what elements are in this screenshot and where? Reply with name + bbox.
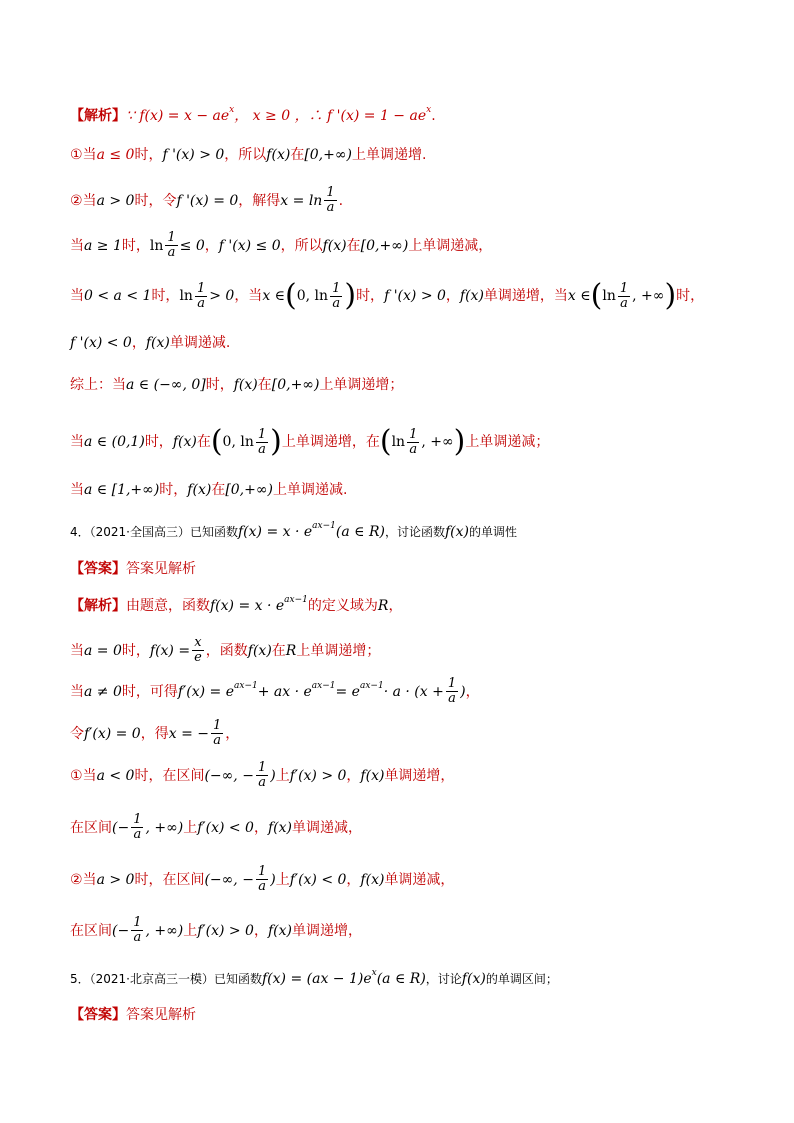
math-expr: (−∞, − [204,871,254,888]
case-a-ge-1-line [70,231,750,260]
question-text: 的单调性 [469,525,518,539]
math-expr: [0,+∞) [304,147,352,163]
text: 时，在区间 [134,767,205,784]
text: 在 [257,377,272,393]
question-text: 的单调区间； [485,972,558,986]
math-expr: 0, ln [222,434,254,450]
answer-5 [70,1004,750,1026]
text: ，所以 [224,147,267,163]
left-paren: ( [210,424,223,459]
text: 时， [121,642,150,659]
math-expr: = e [335,683,360,700]
math-expr: R [285,642,297,659]
case2-line [70,186,750,215]
math-expr: x ∈ [567,288,591,304]
text: . [431,108,436,124]
math-expr: f′(x) = e [177,683,234,700]
math-expr: a ∈ (−∞, 0] [126,377,206,393]
text: 时，可得 [121,683,178,700]
math-sup: ax−1 [312,521,336,531]
math-expr: x ∈ [262,288,286,304]
answer-text: 答案见解析 [126,1007,196,1023]
math-expr: f(x) [267,922,292,939]
text: ，解得 [238,192,281,209]
fraction: $\frac{1}{a}$ [212,718,222,748]
math-expr: f(x) = x · e [210,598,285,614]
text: 单调递减， [384,871,455,888]
math-expr: f(x) = (ax − 1)e [262,971,372,987]
text: 在 [196,434,211,450]
math-expr: (− [112,819,130,836]
math-sup: ax−1 [311,680,336,691]
text: 在区间 [70,819,112,836]
question-text: 4．（2021·全国高三）已知函数 [70,525,238,539]
decreasing-line [70,332,750,354]
text: 单调递增，当 [483,288,568,304]
math-expr: f(x) [360,767,385,784]
text: 在 [271,642,286,659]
math-sup: ax−1 [234,680,258,691]
math-expr: a < 0 [96,767,135,784]
text: 由题意，函数 [126,598,210,614]
right-paren: ) [270,424,282,459]
math-expr: f(x) [145,335,170,351]
text: ， [225,725,240,742]
text: ，所以 [280,237,323,254]
fraction: $\frac{1}{a}$ [133,915,142,945]
text: 时， [144,434,173,450]
fraction: $\frac{1}{a}$ [619,280,629,311]
summary-line-2 [70,424,750,459]
math-expr: x = − [168,725,209,742]
question-text: 5．（2021·北京高三一模）已知函数 [70,972,262,986]
text: 在 [346,237,361,254]
text: 当 [70,683,84,700]
left-paren: ( [590,278,603,313]
text: 的定义域为 [307,598,378,614]
question-text: ，讨论 [425,972,462,986]
text: 上单调递增. [352,147,427,163]
math-sup: ax−1 [359,680,384,691]
math-expr: , +∞) [145,922,184,939]
right-paren: ) [344,278,357,313]
text: 当 [70,482,84,498]
text: 上单调递减； [465,434,550,450]
text: ， [253,922,268,939]
math-expr: [0,+∞) [225,482,273,498]
text: ， [204,237,219,254]
case1-line [70,144,750,166]
solution-4-line-4 [70,719,750,748]
question-text: ，讨论函数 [384,525,445,539]
summary-line-3 [70,479,750,501]
math-expr: f(x) [266,147,291,163]
math-expr: a ∈ (0,1) [84,434,145,450]
text: ②当 [70,871,97,888]
solution-4-line-1 [70,595,750,617]
math-expr: , +∞) [145,819,184,836]
math-expr: a > 0 [96,192,135,209]
solution-header-line [70,105,750,127]
math-expr: , +∞ [632,288,665,304]
math-expr: f(x) [444,524,469,540]
text: 单调递增， [384,767,455,784]
math-expr: f′(x) = 0 [84,725,141,742]
text: 当 [70,237,84,254]
fraction: $\frac{1}{a}$ [257,864,267,894]
math-expr: f(x) [233,377,258,393]
math-expr: a = 0 [84,642,122,659]
math-expr: (a ∈ R) [376,971,426,987]
math-expr: ≤ 0 [179,237,205,254]
answer-text: 答案见解析 [126,561,196,577]
text: 当 [70,434,84,450]
math-expr: f(x) [322,237,347,254]
fraction: $\frac{1}{a}$ [133,812,142,842]
math-expr: f '(x) > 0 [384,288,446,304]
text: 时， [205,377,234,393]
math-expr: ln [602,288,616,304]
math-expr: a > 0 [96,871,135,888]
text: 当 [70,288,84,304]
answer-4 [70,558,750,580]
text: 上 [275,871,290,888]
math-expr: f '(x) ≤ 0 [218,237,281,254]
case-0-a-1-line [70,278,750,313]
math-sup: ax−1 [284,595,308,605]
text: 上单调递增； [296,642,381,659]
fraction: $\frac{x}{e}$ [194,635,202,665]
text: 在 [211,482,226,498]
text: 令 [70,725,84,742]
math-expr: ) [270,767,276,784]
text: ，得 [140,725,169,742]
math-expr: · a · (x + [383,683,444,700]
math-expr: f(x) [172,434,197,450]
question-4 [70,521,750,543]
answer-tag: 【答案】 [70,1007,126,1023]
text: 在区间 [70,922,112,939]
math-expr: R [377,598,389,614]
solution-4-line-5 [70,761,750,790]
left-paren: ( [379,424,392,459]
math-expr: (− [112,922,130,939]
text: ，函数 [205,642,248,659]
math-expr: ln [391,434,406,450]
text: ， [465,683,480,700]
text: 上单调递增； [319,377,404,393]
math-expr: f′(x) > 0 [197,922,254,939]
right-paren: ) [453,424,466,459]
text: 单调递减， [291,819,362,836]
text: 时， [356,288,385,304]
fraction: $\frac{1}{a}$ [257,760,267,790]
fraction: $\frac{1}{a}$ [167,230,176,260]
math-expr: f '(x) > 0 [162,147,225,163]
math-expr: [0,+∞) [271,377,320,393]
math-expr: f(x) [247,642,272,659]
math-expr: f′(x) > 0 [289,767,347,784]
text: 上单调递减. [273,482,348,498]
analysis-tag: 【解析】 [70,598,126,614]
math-expr: f′(x) < 0 [289,871,347,888]
fraction: $\frac{1}{a}$ [332,280,341,311]
text: 时， [134,147,163,163]
analysis-tag: 【解析】 [70,108,126,124]
math-expr: f(x) [461,971,486,987]
math-expr: (a ∈ R) [335,524,385,540]
left-paren: ( [285,278,297,313]
text: 上单调递减， [408,237,493,254]
math-expr: ) [460,683,466,700]
math-expr: ln [179,288,193,304]
text: 上 [183,819,198,836]
text: ， [131,335,146,351]
math-expr: (−∞, − [204,767,254,784]
fraction: $\frac{1}{a}$ [326,185,335,215]
text: ，当 [234,288,263,304]
math-expr: a ≠ 0 [84,683,122,700]
math-expr: > 0 [209,288,235,304]
math-expr: 0, ln [296,288,329,304]
math-expr: f(x) = [149,642,191,659]
math-expr: [0,+∞) [360,237,409,254]
text: 时，在区间 [134,871,205,888]
fraction: $\frac{1}{a}$ [196,280,206,311]
text: ， [346,767,361,784]
fraction: $\frac{1}{a}$ [447,676,457,706]
solution-4-line-8 [70,916,750,945]
text: 时， [151,288,180,304]
text: 时， [159,482,188,498]
answer-tag: 【答案】 [70,561,126,577]
math-expr: , +∞ [421,434,454,450]
solution-4-line-6 [70,813,750,842]
math-sup: x [371,968,377,978]
solution-4-line-7 [70,865,750,894]
math-expr: ∵ f(x) = x − ae [126,108,230,124]
math-expr: f(x) [360,871,385,888]
text: ②当 [70,192,97,209]
fraction: $\frac{1}{a}$ [257,426,267,457]
text: 综上：当 [70,377,126,393]
solution-4-line-3 [70,677,750,706]
text: 上单调递增，在 [281,434,380,450]
text: ， [346,871,361,888]
math-expr: f(x) [187,482,212,498]
text: 时， [121,237,150,254]
text: ， [388,598,403,614]
right-paren: ) [664,278,677,313]
solution-4-line-2 [70,636,750,665]
math-expr: a ≤ 0 [96,147,135,163]
summary-line-1 [70,374,750,396]
text: ①当 [70,767,97,784]
text: ①当 [70,147,97,163]
question-5 [70,968,750,990]
math-expr: a ∈ [1,+∞) [84,482,160,498]
math-expr: f(x) = x · e [238,524,313,540]
text: 时，令 [134,192,177,209]
text: 上 [275,767,290,784]
text: 当 [70,642,84,659]
math-sup: x [426,105,432,115]
text: 上 [183,922,198,939]
math-expr: f '(x) < 0 [70,335,132,351]
math-expr: f(x) [267,819,292,836]
math-expr: + ax · e [257,683,312,700]
math-expr: ， x ≥ 0 ，∴ f '(x) = 1 − ae [234,108,427,124]
text: 单调递增， [291,922,362,939]
math-sup: x [229,105,235,115]
text: ， [445,288,460,304]
fraction: $\frac{1}{a}$ [409,426,418,457]
math-expr: x = ln [280,192,323,209]
text: 时， [676,288,705,304]
math-expr: f′(x) < 0 [197,819,254,836]
text: 单调递减. [169,335,231,351]
math-expr: f(x) [459,288,484,304]
math-expr: 0 < a < 1 [84,288,152,304]
text: . [338,192,344,209]
math-expr: f '(x) = 0 [176,192,239,209]
text: ， [253,819,268,836]
math-expr: ) [270,871,276,888]
math-expr: ln [149,237,164,254]
math-expr: a ≥ 1 [84,237,122,254]
text: 在 [290,147,305,163]
